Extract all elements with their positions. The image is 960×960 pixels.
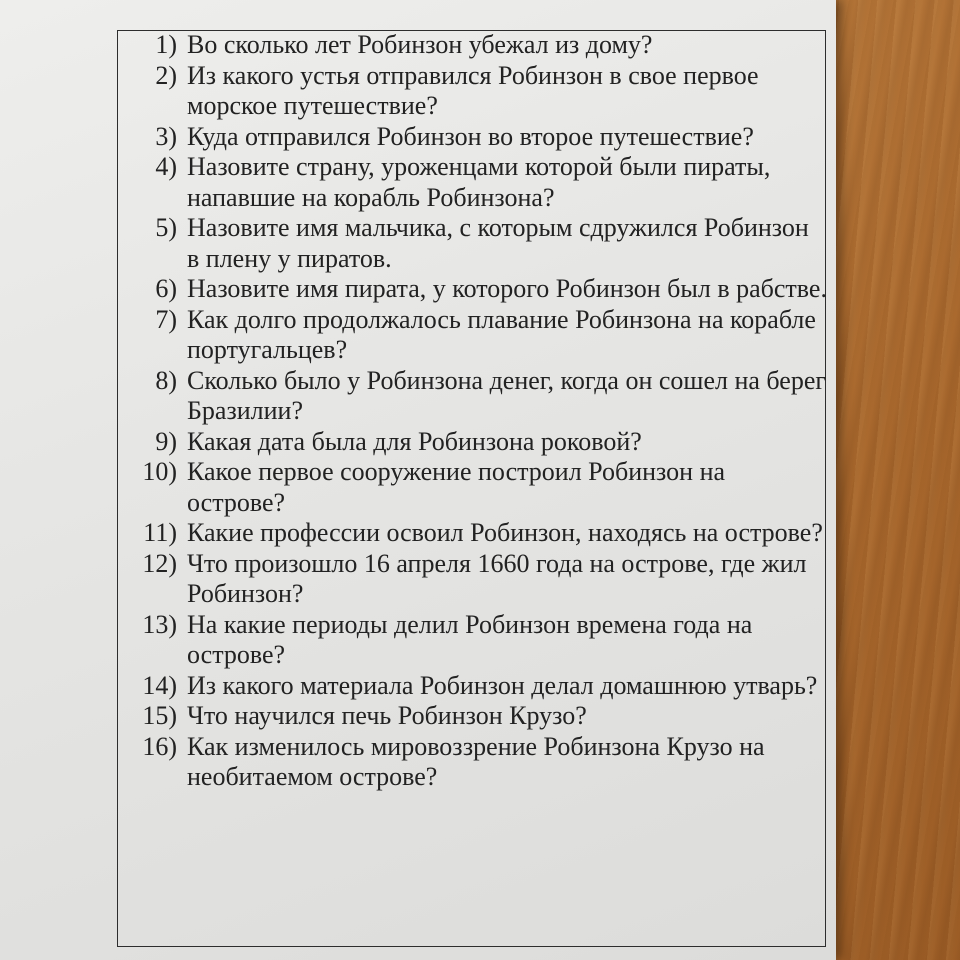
question-number: 13) [142, 609, 177, 639]
question-text: Сколько было у Робинзона денег, когда он сошел на берег Бразилии? [187, 365, 827, 425]
question-item [0, 152, 827, 213]
question-text: Во сколько лет Робинзон убежал из дому? [187, 30, 653, 59]
question-number: 3) [155, 121, 177, 151]
question-number: 8) [155, 365, 177, 395]
question-item [0, 61, 827, 122]
question-item [0, 610, 827, 671]
question-text: Из какого устья отправился Робинзон в свое первое морское путешествие? [187, 60, 759, 120]
question-number: 9) [155, 426, 177, 456]
question-item [0, 213, 827, 274]
question-number: 1) [155, 30, 177, 59]
question-text: Как изменилось мировоззрение Робинзона Крузо на необитаемом острове? [187, 731, 765, 791]
question-number: 16) [142, 731, 177, 761]
question-text: Как долго продолжалось плавание Робинзона на корабле португальцев? [187, 304, 816, 364]
question-item [0, 305, 827, 366]
question-item [0, 122, 827, 153]
question-item [0, 366, 827, 427]
question-number: 6) [155, 274, 177, 303]
question-item [0, 549, 827, 610]
question-number: 11) [143, 518, 177, 547]
question-number: 5) [155, 213, 177, 242]
question-number: 15) [142, 701, 177, 730]
question-text: Что произошло 16 апреля 1660 года на острове, где жил Робинзон? [187, 548, 807, 608]
question-text: На какие периоды делил Робинзон времена года на острове? [187, 609, 753, 669]
question-number: 10) [142, 457, 177, 486]
question-text: Из какого материала Робинзон делал домашнюю утварь? [187, 670, 818, 700]
question-text: Назовите имя пирата, у которого Робинзон был в рабстве. [187, 274, 827, 303]
question-text: Куда отправился Робинзон во второе путешествие? [187, 121, 754, 151]
question-number: 12) [142, 548, 177, 578]
question-text: Какие профессии освоил Робинзон, находясь на острове? [187, 518, 823, 547]
question-item [0, 457, 827, 518]
question-item [0, 671, 827, 702]
question-text: Назовите имя мальчика, с которым сдружился Робинзон в плену у пиратов. [187, 213, 809, 273]
question-item [0, 732, 827, 793]
question-item [0, 274, 827, 305]
question-item [0, 701, 827, 732]
question-item [0, 427, 827, 458]
question-text: Что научился печь Робинзон Крузо? [187, 701, 587, 730]
question-item [0, 30, 827, 61]
question-number: 2) [155, 60, 177, 90]
question-text: Какая дата была для Робинзона роковой? [187, 426, 642, 456]
question-text: Какое первое сооружение построил Робинзон на острове? [187, 457, 726, 517]
question-number: 14) [142, 670, 177, 700]
question-list [0, 30, 836, 793]
question-text: Назовите страну, уроженцами которой были пираты, напавшие на корабль Робинзона? [187, 152, 771, 212]
question-number: 7) [155, 304, 177, 334]
question-item [0, 518, 827, 549]
question-number: 4) [155, 152, 177, 181]
